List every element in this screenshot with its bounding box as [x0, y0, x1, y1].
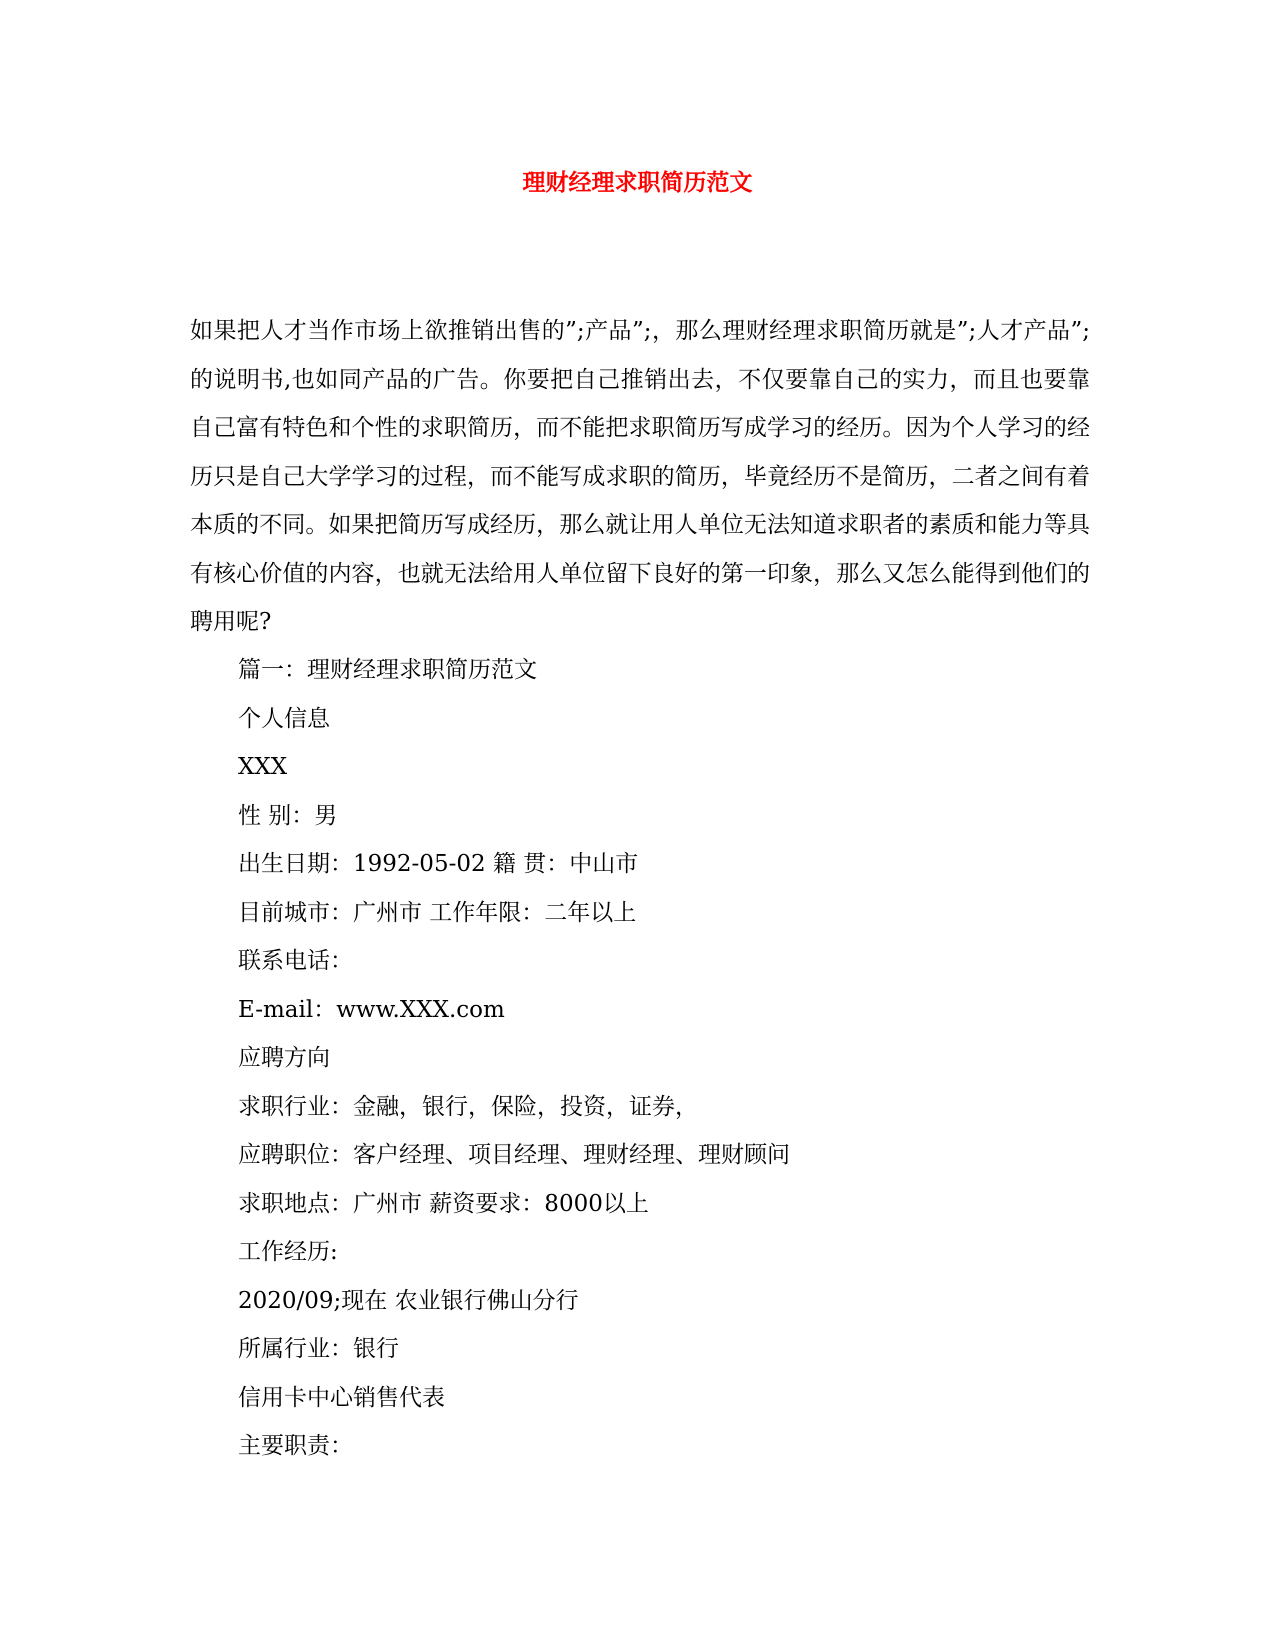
- name-line: XXX: [238, 754, 288, 780]
- city-experience-line: 目前城市：广州市 工作年限：二年以上: [238, 899, 637, 926]
- section-heading: 篇一：理财经理求职简历范文: [238, 657, 537, 683]
- work-experience-heading: 工作经历:: [238, 1239, 338, 1265]
- duties-heading: 主要职责：: [238, 1433, 353, 1459]
- industry-line: 求职行业：金融，银行，保险，投资，证券，: [238, 1093, 698, 1120]
- phone-line: 联系电话：: [238, 948, 353, 974]
- employment-period-line: 2020/09;现在 农业银行佛山分行: [238, 1287, 579, 1314]
- resume-lines: [238, 646, 1088, 1471]
- job-direction-heading: 应聘方向: [238, 1045, 330, 1071]
- job-title-line: 信用卡中心销售代表: [238, 1384, 445, 1411]
- birth-hometown-line: 出生日期：1992-05-02 籍 贯：中山市: [238, 851, 639, 877]
- document-title: 理财经理求职简历范文: [522, 169, 753, 196]
- personal-info-heading: 个人信息: [238, 705, 330, 732]
- location-salary-line: 求职地点：广州市 薪资要求：8000以上: [238, 1190, 649, 1217]
- position-line: 应聘职位：客户经理、项目经理、理财经理、理财顾问: [238, 1142, 790, 1168]
- email-line: E-mail：www.XXX.com: [238, 996, 505, 1023]
- intro-paragraph: 如果把人才当作市场上欲推销出售的”;产品”;，那么理财经理求职简历就是”;人才产品”;的说明书,也如同产品的广告。你要把自己推销出去，不仅要靠自己的实力，而且也要靠自己富有特色和个性的求职简历，而不能把求职简历写成学习的经历。因为个人学习的经历只是自己大学学习的过程，而不能写成求职的简历，毕竟经历不是简历，二者之间有着本质的不同。如果把简历写成经历，那么就让用人单位无法知道求职者的素质和能力等具有核心价值的内容，也就无法给用人单位留下良好的第一印象，那么又怎么能得到他们的聘用呢?: [190, 318, 1090, 635]
- gender-line: 性 别：男: [238, 802, 338, 829]
- sector-line: 所属行业：银行: [238, 1336, 399, 1362]
